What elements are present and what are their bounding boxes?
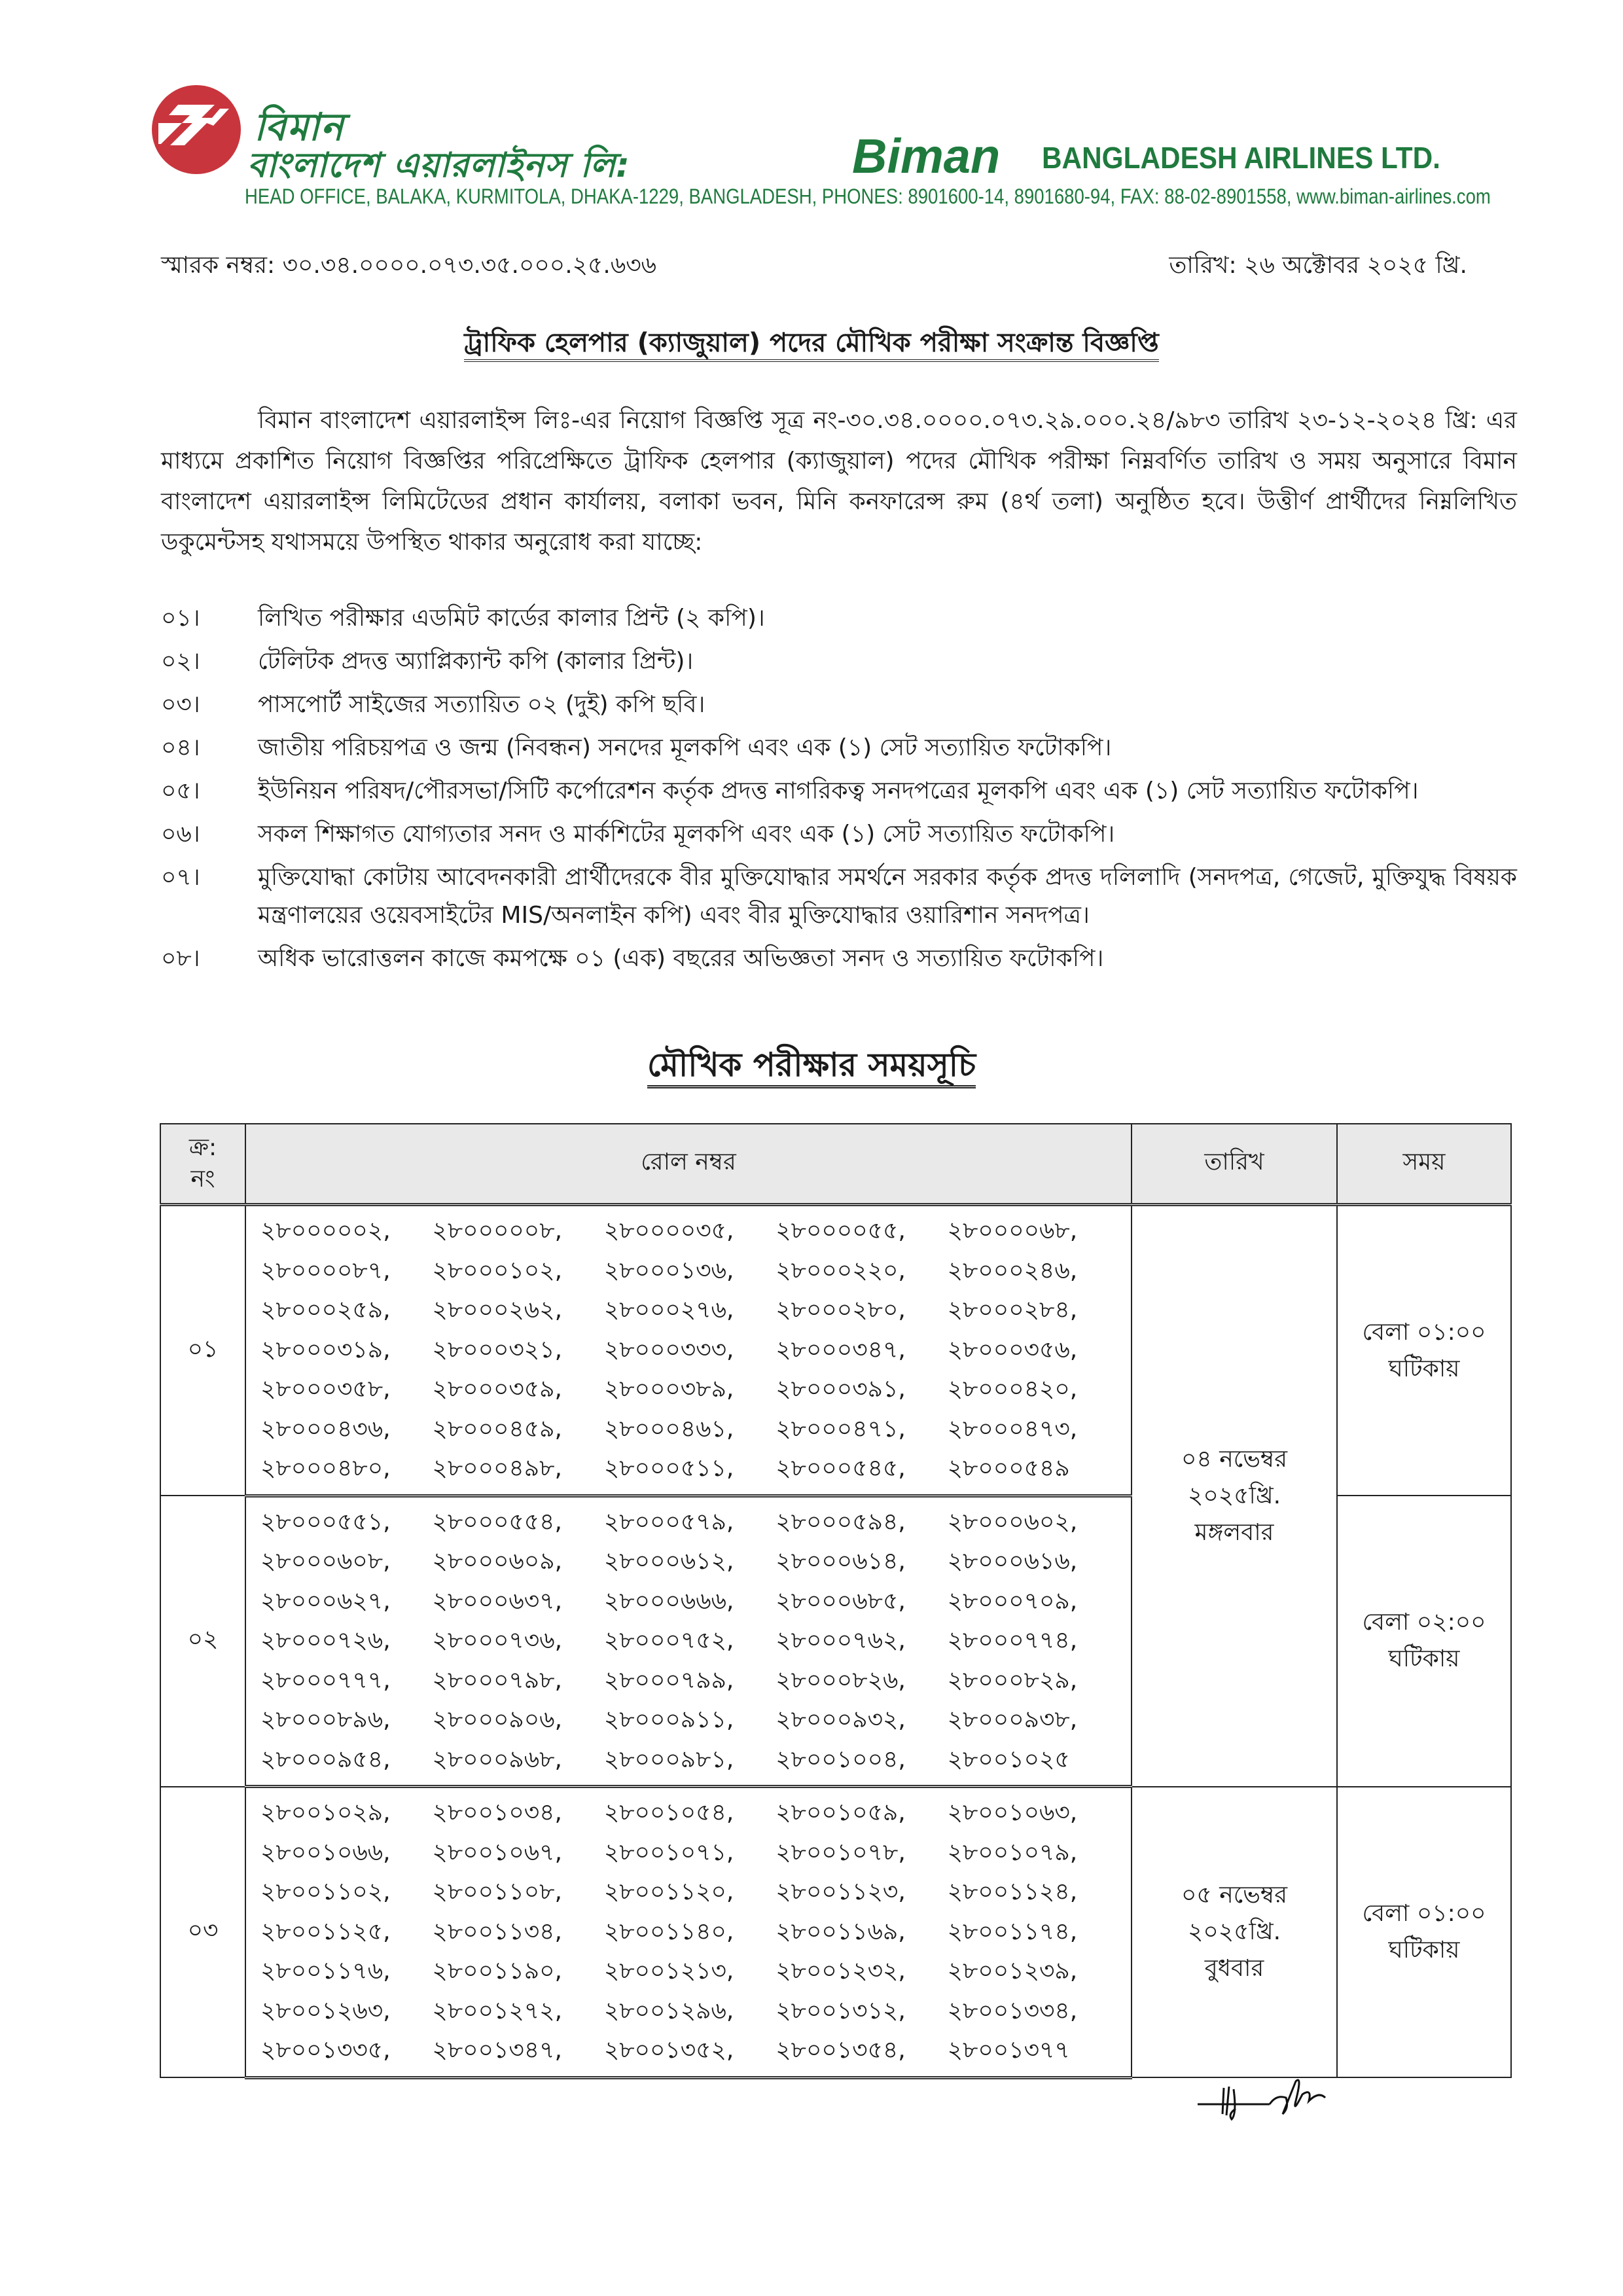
brand-bengali-line1: বিমান: [254, 105, 345, 149]
roll-number: ২৮০০১০৭৯,: [947, 1839, 1078, 1866]
roll-number: ২৮০০০৬০৯,: [432, 1548, 563, 1575]
brand-english-biman: Biman: [852, 129, 1001, 183]
roll-number: ২৮০০১০৫৪,: [603, 1799, 734, 1827]
list-item: [161, 686, 1517, 724]
roll-number: ২৮০০১০৩৪,: [432, 1799, 562, 1827]
list-item: [161, 643, 1517, 681]
roll-number: ২৮০০১০৬৬,: [260, 1839, 391, 1866]
roll-number: ২৮০০০৯৮১,: [603, 1746, 734, 1773]
roll-number: ২৮০০০২৮০,: [776, 1297, 906, 1324]
roll-row: [260, 1914, 1119, 1954]
signature: [1198, 2068, 1368, 2130]
roll-number: ২৮০০০৬২৭,: [260, 1587, 391, 1615]
roll-number: ২৮০০০৭২৬,: [260, 1627, 391, 1655]
roll-number: ২৮০০০৩৫৮,: [260, 1376, 391, 1403]
roll-row: [260, 1371, 1119, 1411]
roll-number: ২৮০০১১২০,: [603, 1878, 734, 1906]
notice-title: ট্রাফিক হেলপার (ক্যাজুয়াল) পদের মৌখিক পরীক্ষা সংক্রান্ত বিজ্ঞপ্তি: [464, 328, 1158, 362]
roll-number: ২৮০০০৯৬৮,: [432, 1746, 562, 1773]
header-serial-line1: ক্র:: [188, 1134, 217, 1161]
date-date-line3: বুধবার: [1204, 1954, 1264, 1982]
date-date-line3: মঙ্গলবার: [1194, 1518, 1274, 1546]
roll-number: ২৮০০০৬০৮,: [260, 1548, 391, 1575]
time-time-line1: বেলা ০২:০০: [1362, 1609, 1486, 1636]
roll-number: ২৮০০১০২৫: [947, 1746, 1070, 1773]
schedule-title-wrap: [0, 1041, 1623, 1095]
list-item-text: অধিক ভারোত্তলন কাজে কমপক্ষে ০১ (এক) বছরের অভিজ্ঞতা সনদ ও সত্যায়িত ফটোকপি।: [258, 945, 1104, 972]
header-roll: রোল নম্বর: [245, 1124, 1132, 1205]
roll-row: [260, 1795, 1119, 1835]
roll-number: ২৮০০০৫৪৯: [947, 1455, 1070, 1482]
roll-number: ২৮০০১২৩২,: [776, 1958, 906, 1985]
list-item-number: ০৩।: [161, 691, 200, 718]
roll-row: [260, 1332, 1119, 1372]
roll-row: [260, 1874, 1119, 1914]
memo-number: স্মারক নম্বর: ৩০.৩৪.০০০০.০৭৩.৩৫.০০০.২৫.৬৩৬: [161, 252, 657, 279]
roll-number: ২৮০০১১২৫,: [260, 1918, 391, 1945]
head-office-address: HEAD OFFICE, BALAKA, KURMITOLA, DHAKA-1229, BANGLADESH, PHONES: 8901600-14, 8901680-94, FAX: 88-02-8901558, www.biman-airlines.com: [245, 185, 1491, 208]
roll-number: ২৮০০০৪২০,: [947, 1376, 1078, 1403]
table-row: [160, 1787, 1511, 2078]
roll-row: [260, 1662, 1119, 1702]
biman-logo: [152, 85, 241, 174]
roll-row: [260, 1583, 1119, 1623]
roll-row: [260, 1450, 1119, 1490]
roll-number: ২৮০০০৫৪৫,: [776, 1455, 906, 1482]
date-date-line2: ২০২৫খ্রি.: [1187, 1482, 1281, 1509]
list-item-number: ০১।: [161, 605, 200, 632]
roll-number: ২৮০০১৩৪৭,: [432, 2037, 562, 2064]
roll-row: [260, 1504, 1119, 1544]
roll-number: ২৮০০০৪৮০,: [260, 1455, 391, 1482]
roll-number: ২৮০০১৩৩৫,: [260, 2037, 391, 2064]
table-header-row: [160, 1124, 1511, 1205]
time-cell: [1337, 1496, 1511, 1787]
list-item: [161, 859, 1517, 935]
roll-number: ২৮০০০৩৯১,: [776, 1376, 906, 1403]
brand-bengali-line2: বাংলাদেশ এয়ারলাইনস লি:: [247, 146, 630, 185]
roll-number: ২৮০০১০৫৯,: [776, 1799, 906, 1827]
roll-number: ২৮০০০৪৭১,: [776, 1415, 906, 1443]
roll-row: [260, 1742, 1119, 1782]
date-date-line1: ০৪ নভেম্বর: [1181, 1445, 1287, 1473]
biman-bird-logo-icon: [152, 85, 241, 174]
roll-number: ২৮০০০৭৭৪,: [947, 1627, 1078, 1655]
notice-title-wrap: [0, 322, 1623, 366]
roll-number: ২৮০০১০৭১,: [603, 1839, 734, 1866]
roll-row: [260, 1702, 1119, 1742]
roll-number: ২৮০০১৩৫২,: [603, 2037, 734, 2064]
roll-number: ২৮০০১১২৩,: [776, 1878, 906, 1906]
serial-cell: ০১: [160, 1205, 245, 1496]
roll-number: ২৮০০০৫৫৪,: [432, 1508, 562, 1535]
serial-cell: ০২: [160, 1496, 245, 1787]
roll-number: ২৮০০১২৭২,: [432, 1997, 563, 2024]
roll-number: ২৮০০০৩৫৯,: [432, 1376, 562, 1403]
roll-number: ২৮০০১০২৯,: [260, 1799, 391, 1827]
roll-number: ২৮০০০০৩৫,: [603, 1217, 734, 1245]
roll-number: ২৮০০০৬০২,: [947, 1508, 1078, 1535]
roll-number: ২৮০০০৭৭৭,: [260, 1666, 391, 1694]
roll-number: ২৮০০০০০৮,: [432, 1217, 563, 1245]
list-item: [161, 940, 1517, 978]
roll-number: ২৮০০০১০২,: [432, 1257, 563, 1284]
roll-number: ২৮০০১০৬৩,: [947, 1799, 1078, 1827]
list-item-number: ০৫।: [161, 778, 200, 804]
roll-numbers-cell: [245, 1205, 1132, 1496]
list-item-text: সকল শিক্ষাগত যোগ্যতার সনদ ও মার্কশিটের মূলকপি এবং এক (১) সেট সত্যায়িত ফটোকপি।: [258, 821, 1115, 848]
roll-numbers-cell: [245, 1787, 1132, 2078]
roll-row: [260, 1292, 1119, 1332]
list-item-number: ০৭।: [161, 864, 200, 891]
roll-number: ২৮০০০৫৭৯,: [603, 1508, 734, 1535]
roll-row: [260, 1835, 1119, 1874]
roll-number: ২৮০০০৯০৬,: [432, 1706, 563, 1734]
list-item-number: ০৬।: [161, 821, 200, 848]
roll-number: ২৮০০১১৭৬,: [260, 1958, 391, 1985]
roll-number: ২৮০০১২১৩,: [603, 1958, 734, 1985]
roll-number: ২৮০০১১৯০,: [432, 1958, 562, 1985]
roll-number: ২৮০০১৩৫৪,: [776, 2037, 906, 2064]
handwritten-signature-icon: [1198, 2068, 1368, 2127]
roll-number: ২৮০০০৯৫৪,: [260, 1746, 391, 1773]
roll-number: ২৮০০০০৫৫,: [776, 1217, 906, 1245]
roll-number: ২৮০০১০০৪,: [776, 1746, 906, 1773]
roll-number: ২৮০০০৭৩৬,: [432, 1627, 563, 1655]
list-item-text: মুক্তিযোদ্ধা কোটায় আবেদনকারী প্রার্থীদেরকে বীর মুক্তিযোদ্ধার সমর্থনে সরকার কর্তৃক প্রদত্ত দলিলাদি (সনদপত্র, গেজেট, মুক্তিযুদ্ধ বিষয়ক মন্ত্রণালয়ের ওয়েবসাইটের MIS/অনলাইন কপি) এবং বীর মুক্তিযোদ্ধার ওয়ারিশান সনদপত্র।: [258, 864, 1517, 929]
roll-row: [260, 1993, 1119, 2033]
roll-number: ২৮০০০৩২১,: [432, 1336, 563, 1363]
roll-number: ২৮০০১২৬৩,: [260, 1997, 391, 2024]
list-item: [161, 600, 1517, 637]
roll-number: ২৮০০১৩১২,: [776, 1997, 906, 2024]
date-cell: [1132, 1205, 1337, 1787]
list-item-number: ০৪।: [161, 734, 200, 761]
roll-number: ২৮০০০৯৩৮,: [947, 1706, 1078, 1734]
roll-number: ২৮০০১১২৪,: [947, 1878, 1078, 1906]
date-date-line1: ০৫ নভেম্বর: [1181, 1881, 1287, 1909]
roll-number: ২৮০০০৮৯৬,: [260, 1706, 391, 1734]
time-time-line2: ঘটিকায়: [1388, 1645, 1460, 1673]
roll-number: ২৮০০০৫৯৪,: [776, 1508, 906, 1535]
roll-number: ২৮০০১২৩৯,: [947, 1958, 1078, 1985]
list-item-text: লিখিত পরীক্ষার এডমিট কার্ডের কালার প্রিন্ট (২ কপি)।: [258, 605, 765, 632]
roll-number: ২৮০০০৬১৪,: [776, 1548, 906, 1575]
roll-number: ২৮০০০৪৬১,: [603, 1415, 734, 1443]
roll-number: ২৮০০০২৪৬,: [947, 1257, 1078, 1284]
roll-number: ২৮০০০০৮৭,: [260, 1257, 391, 1284]
roll-row: [260, 2032, 1119, 2072]
time-time-line1: বেলা ০১:০০: [1362, 1899, 1486, 1927]
time-time-line2: ঘটিকায়: [1388, 1936, 1460, 1964]
roll-number: ২৮০০০৬৬৬,: [603, 1587, 734, 1615]
roll-row: [260, 1623, 1119, 1662]
roll-number: ২৮০০০৪৯৮,: [432, 1455, 562, 1482]
roll-number: ২৮০০০৬১২,: [603, 1548, 734, 1575]
brand-english-rest: BANGLADESH AIRLINES LTD.: [1042, 141, 1440, 175]
roll-row: [260, 1253, 1119, 1293]
notice-paragraph: বিমান বাংলাদেশ এয়ারলাইন্স লিঃ-এর নিয়োগ বিজ্ঞপ্তি সূত্র নং-৩০.৩৪.০০০০.০৭৩.২৯.০০০.২৪/৯৮৩ তারিখ ২৩-১২-২০২৪ খ্রি: এর মাধ্যমে প্রকাশিত নিয়োগ বিজ্ঞপ্তির পরিপ্রেক্ষিতে ট্রাফিক হেলপার (ক্যাজুয়াল) পদের মৌখিক পরীক্ষা নিম্নবর্ণিত তারিখ ও সময় অনুসারে বিমান বাংলাদেশ এয়ারলাইন্স লিমিটেডের প্রধান কার্যালয়, বলাকা ভবন, মিনি কনফারেন্স রুম (৪র্থ তলা) অনুষ্ঠিত হবে। উত্তীর্ণ প্রার্থীদের নিম্নলিখিত ডকুমেন্টসহ যথাসময়ে উপস্থিত থাকার অনুরোধ করা যাচ্ছে:: [161, 407, 1517, 556]
time-time-line2: ঘটিকায়: [1388, 1355, 1460, 1382]
roll-number: ২৮০০০৩৫৬,: [947, 1336, 1078, 1363]
roll-number: ২৮০০১১৬৯,: [776, 1918, 906, 1945]
roll-number: ২৮০০০৭৯৯,: [603, 1666, 734, 1694]
roll-number: ২৮০০০৩৪৭,: [776, 1336, 906, 1363]
list-item: [161, 772, 1517, 810]
roll-number: ২৮০০০২২০,: [776, 1257, 906, 1284]
roll-number: ২৮০০০৭৯৮,: [432, 1666, 562, 1694]
roll-number: ২৮০০০০০২,: [260, 1217, 391, 1245]
roll-number: ২৮০০০২৭৬,: [603, 1297, 734, 1324]
roll-number: ২৮০০০৪৩৬,: [260, 1415, 391, 1443]
time-cell: [1337, 1205, 1511, 1496]
schedule-title: মৌখিক পরীক্ষার সময়সূচি: [647, 1046, 976, 1088]
list-item-number: ০২।: [161, 648, 200, 675]
roll-number: ২৮০০০৪৫৯,: [432, 1415, 562, 1443]
time-time-line1: বেলা ০১:০০: [1362, 1318, 1486, 1346]
roll-row: [260, 1213, 1119, 1253]
roll-number: ২৮০০০৬১৬,: [947, 1548, 1078, 1575]
roll-number: ২৮০০০৭৫২,: [603, 1627, 734, 1655]
date-date-line2: ২০২৫খ্রি.: [1187, 1918, 1281, 1945]
viva-schedule-table: [160, 1123, 1512, 2079]
serial-cell: ০৩: [160, 1787, 245, 2078]
required-documents-list: [161, 600, 1517, 983]
roll-number: ২৮০০১৩৩৪,: [947, 1997, 1078, 2024]
list-item-number: ০৮।: [161, 945, 200, 972]
list-item: [161, 729, 1517, 767]
roll-number: ২৮০০০৮২৯,: [947, 1666, 1078, 1694]
header-serial-line2: নং: [190, 1166, 215, 1193]
date-cell: [1132, 1787, 1337, 2078]
roll-number: ২৮০০০০৬৮,: [947, 1217, 1078, 1245]
list-item-text: জাতীয় পরিচয়পত্র ও জন্ম (নিবন্ধন) সনদের মূলকপি এবং এক (১) সেট সত্যায়িত ফটোকপি।: [258, 734, 1112, 761]
roll-numbers-cell: [245, 1496, 1132, 1787]
roll-number: ২৮০০১১৭৪,: [947, 1918, 1078, 1945]
roll-number: ২৮০০১০৬৭,: [432, 1839, 563, 1866]
list-item-text: ইউনিয়ন পরিষদ/পৌরসভা/সিটি কর্পোরেশন কর্তৃক প্রদত্ত নাগরিকত্ব সনদপত্রের মূলকপি এবং এক (১) সেট সত্যায়িত ফটোকপি।: [258, 778, 1419, 804]
roll-number: ২৮০০০৯৩২,: [776, 1706, 906, 1734]
roll-number: ২৮০০০৩৮৯,: [603, 1376, 734, 1403]
list-item: [161, 816, 1517, 853]
roll-number: ২৮০০০৯১১,: [603, 1706, 734, 1734]
roll-row: [260, 1543, 1119, 1583]
roll-number: ২৮০০১৩৭৭: [947, 2037, 1070, 2064]
roll-number: ২৮০০০৭০৯,: [947, 1587, 1078, 1615]
roll-number: ২৮০০০৬৩৭,: [432, 1587, 563, 1615]
table-row: [160, 1205, 1511, 1496]
roll-number: ২৮০০০৩৩৩,: [603, 1336, 734, 1363]
roll-number: ২৮০০১১৩৪,: [432, 1918, 562, 1945]
roll-number: ২৮০০০২৫৯,: [260, 1297, 391, 1324]
time-cell: [1337, 1787, 1511, 2078]
roll-number: ২৮০০১১০২,: [260, 1878, 391, 1906]
roll-number: ২৮০০১১০৮,: [432, 1878, 562, 1906]
roll-number: ২৮০০০১৩৬,: [603, 1257, 734, 1284]
list-item-text: পাসপোর্ট সাইজের সত্যায়িত ০২ (দুই) কপি ছবি।: [258, 691, 705, 718]
roll-number: ২৮০০০২৮৪,: [947, 1297, 1078, 1324]
roll-number: ২৮০০০৬৮৫,: [776, 1587, 906, 1615]
roll-row: [260, 1953, 1119, 1993]
roll-number: ২৮০০১১৪০,: [603, 1918, 734, 1945]
roll-number: ২৮০০১২৯৬,: [603, 1997, 734, 2024]
roll-number: ২৮০০০৭৬২,: [776, 1627, 906, 1655]
roll-number: ২৮০০০৮২৬,: [776, 1666, 906, 1694]
memo-date: তারিখ: ২৬ অক্টোবর ২০২৫ খ্রি.: [1169, 252, 1467, 279]
roll-number: ২৮০০০৫৫১,: [260, 1508, 391, 1535]
roll-number: ২৮০০০৫১১,: [603, 1455, 734, 1482]
header-date: তারিখ: [1132, 1124, 1337, 1205]
header-serial: [160, 1124, 245, 1205]
roll-number: ২৮০০০৩১৯,: [260, 1336, 391, 1363]
roll-number: ২৮০০০২৬২,: [432, 1297, 563, 1324]
roll-row: [260, 1411, 1119, 1451]
roll-number: ২৮০০১০৭৮,: [776, 1839, 906, 1866]
roll-number: ২৮০০০৪৭৩,: [947, 1415, 1078, 1443]
list-item-text: টেলিটক প্রদত্ত অ্যাপ্লিক্যান্ট কপি (কালার প্রিন্ট)।: [258, 648, 694, 675]
header-time: সময়: [1337, 1124, 1511, 1205]
